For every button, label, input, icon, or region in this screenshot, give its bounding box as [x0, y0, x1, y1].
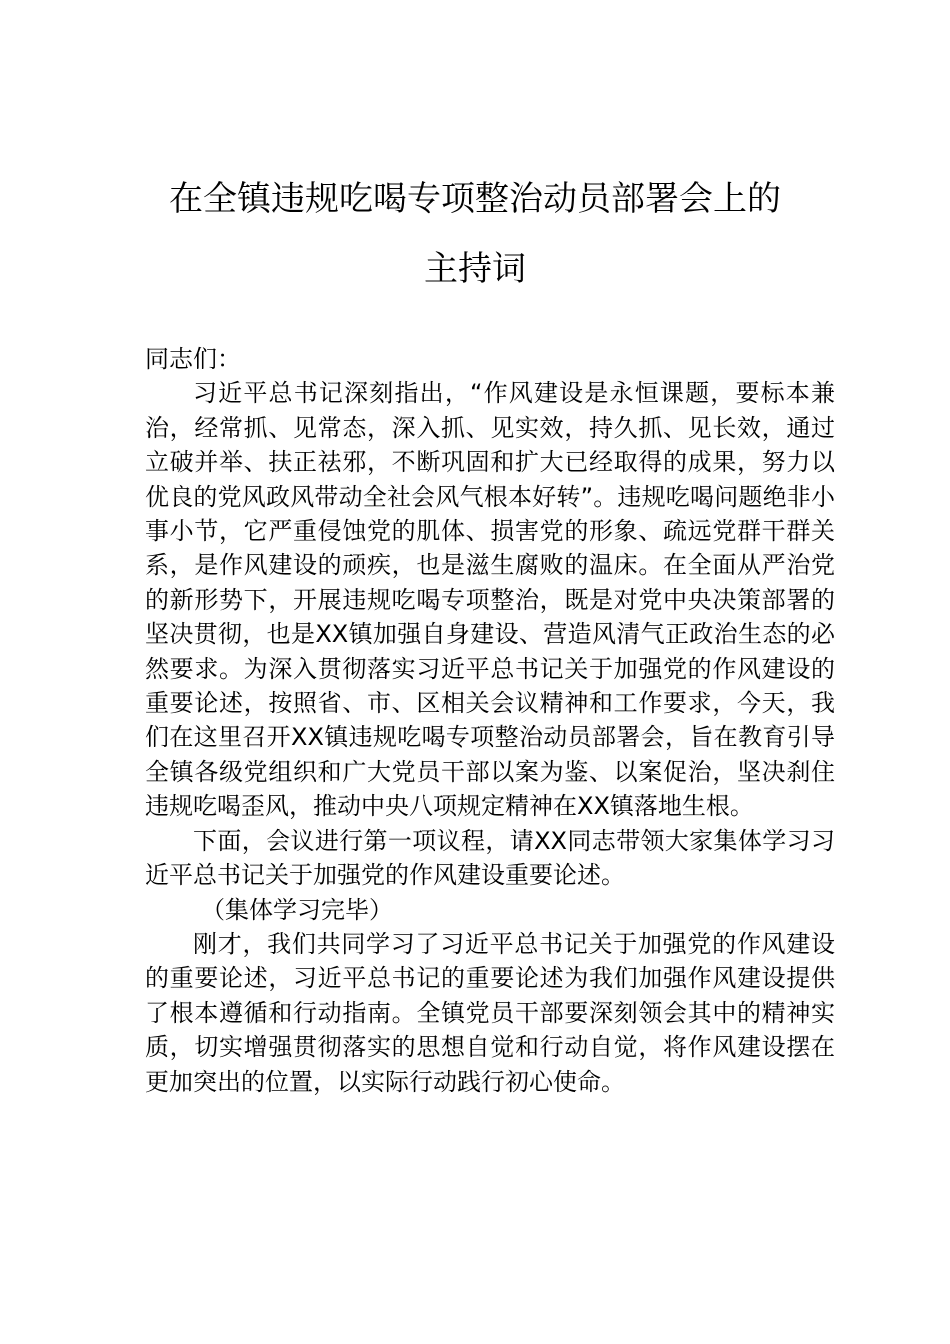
- body-paragraph: 下面，会议进行第一项议程，请XX同志带领大家集体学习习近平总书记关于加强党的作风建设重要论述。: [145, 826, 835, 890]
- document-body: [145, 342, 835, 1099]
- body-paragraph: 习近平总书记深刻指出，“作风建设是永恒课题，要标本兼治，经常抓、见常态，深入抓、见实效，持久抓、见长效，通过立破并举、扶正祛邪，不断巩固和扩大已经取得的成果，努力以优良的党风政风带动全社会风气根本好转”。违规吃喝问题绝非小事小节，它严重侵蚀党的肌体、损害党的形象、疏远党群干群关系，是作风建设的顽疾，也是滋生腐败的温床。在全面从严治党的新形势下，开展违规吃喝专项整治，既是对党中央决策部署的坚决贯彻，也是XX镇加强自身建设、营造风清气正政治生态的必然要求。为深入贯彻落实习近平总书记关于加强党的作风建设的重要论述，按照省、市、区相关会议精神和工作要求，今天，我们在这里召开XX镇违规吃喝专项整治动员部署会，旨在教育引导全镇各级党组织和广大党员干部以案为鉴、以案促治，坚决刹住违规吃喝歪风，推动中央八项规定精神在XX镇落地生根。: [145, 379, 835, 821]
- document-title-line-2: 主持词: [424, 249, 526, 289]
- closing-paragraph: 刚才，我们共同学习了习近平总书记关于加强党的作风建设的重要论述，习近平总书记的重要论述为我们加强作风建设提供了根本遵循和行动指南。全镇党员干部要深刻领会其中的精神实质，切实增强贯彻落实的思想自觉和行动自觉，将作风建设摆在更加突出的位置，以实际行动践行初心使命。: [145, 929, 835, 1096]
- procedure-note: （集体学习完毕）: [201, 895, 393, 924]
- document-title-line-1: 在全镇违规吃喝专项整治动员部署会上的: [169, 179, 781, 219]
- salutation: 同志们：: [145, 345, 241, 373]
